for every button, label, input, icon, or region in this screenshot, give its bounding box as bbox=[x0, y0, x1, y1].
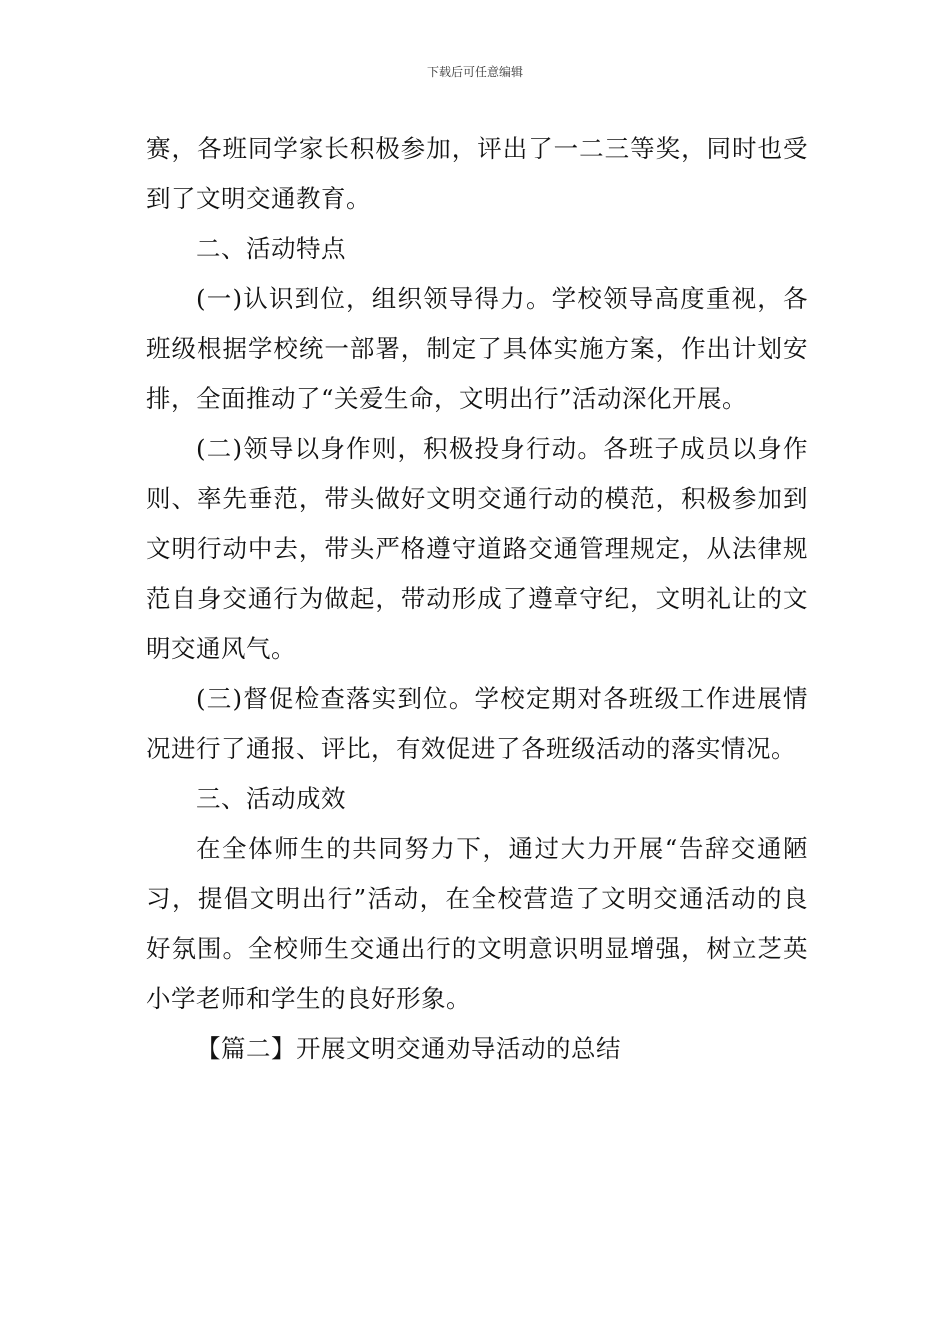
paragraph-feature-2: (二)领导以身作则，积极投身行动。各班子成员以身作则、率先垂范，带头做好文明交通行动的模范，积极参加到文明行动中去，带头严格遵守道路交通管理规定，从法律规范自身交通行为做起，带动形成了遵章守纪，文明礼让的文明交通风气。 bbox=[146, 434, 808, 663]
document-body bbox=[146, 124, 808, 1074]
section-heading-features: 二、活动特点 bbox=[196, 234, 346, 263]
page-header: 下载后可任意编辑 bbox=[426, 65, 523, 79]
section-heading-results: 三、活动成效 bbox=[196, 784, 346, 813]
article-title-part-two: 【篇二】开展文明交通劝导活动的总结 bbox=[196, 1034, 621, 1063]
paragraph-feature-1: (一)认识到位，组织领导得力。学校领导高度重视，各班级根据学校统一部署，制定了具体实施方案，作出计划安排，全面推动了“关爱生命，文明出行”活动深化开展。 bbox=[146, 284, 808, 413]
paragraph-results: 在全体师生的共同努力下，通过大力开展“告辞交通陋习，提倡文明出行”活动，在全校营造了文明交通活动的良好氛围。全校师生交通出行的文明意识明显增强，树立芝英小学老师和学生的良好形象。 bbox=[146, 834, 808, 1013]
paragraph-feature-3: (三)督促检查落实到位。学校定期对各班级工作进展情况进行了通报、评比，有效促进了各班级活动的落实情况。 bbox=[146, 684, 808, 763]
paragraph-continuation: 赛，各班同学家长积极参加，评出了一二三等奖，同时也受到了文明交通教育。 bbox=[146, 134, 808, 213]
